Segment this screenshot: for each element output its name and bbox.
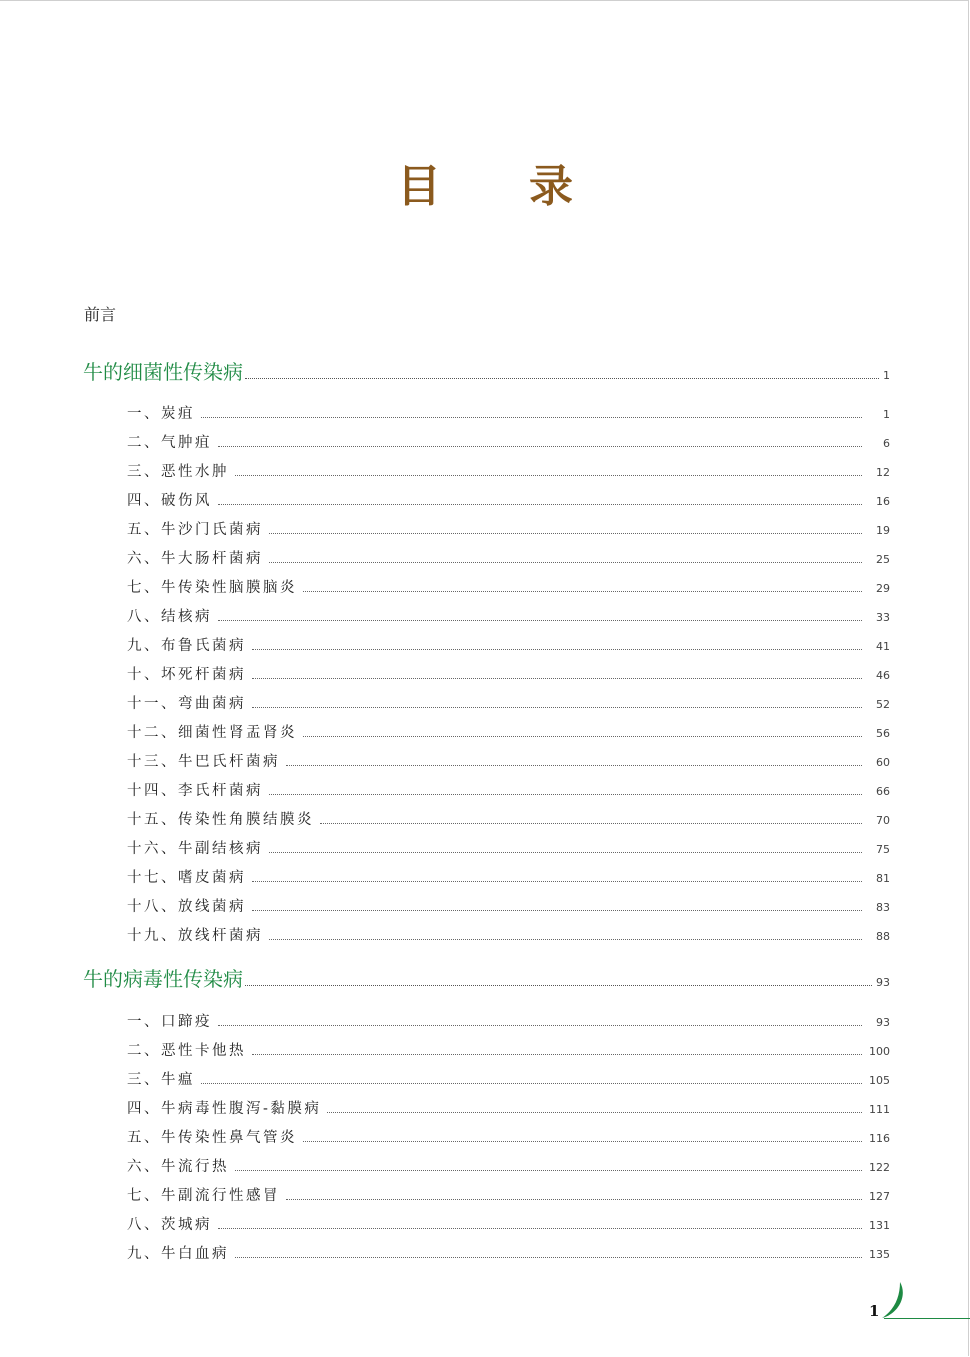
entry-label: 十一、弯曲菌病 <box>127 696 246 712</box>
toc-preface[interactable]: 前言 <box>84 305 117 324</box>
title-char-1: 目 <box>397 161 441 212</box>
entry-page: 41 <box>876 640 890 653</box>
toc-entry[interactable] <box>127 866 890 887</box>
leader-dots <box>245 377 879 379</box>
toc-entry[interactable] <box>127 1068 890 1089</box>
section-title: 牛的细菌性传染病 <box>83 360 243 384</box>
entry-page: 56 <box>876 727 890 740</box>
entry-page: 105 <box>869 1074 890 1087</box>
title-char-2: 录 <box>529 161 573 212</box>
entry-page: 131 <box>869 1219 890 1232</box>
entry-label: 五、牛沙门氏菌病 <box>127 522 263 538</box>
entry-page: 122 <box>869 1161 890 1174</box>
leader-dots <box>201 416 862 418</box>
leader-dots <box>286 764 862 766</box>
leader-dots <box>303 1140 862 1142</box>
leaf-swoosh-icon <box>878 1280 908 1320</box>
entry-page: 12 <box>876 466 890 479</box>
toc-entry[interactable] <box>127 1126 890 1147</box>
entry-label: 九、牛白血病 <box>127 1246 229 1262</box>
leader-dots <box>252 648 862 650</box>
toc-entry[interactable] <box>127 489 890 510</box>
entry-label: 二、气肿疽 <box>127 435 212 451</box>
entry-page: 70 <box>876 814 890 827</box>
entry-label: 十四、李氏杆菌病 <box>127 783 263 799</box>
entry-page: 75 <box>876 843 890 856</box>
toc-entry[interactable] <box>127 1097 890 1118</box>
toc-entry[interactable] <box>127 837 890 858</box>
leader-dots <box>252 909 862 911</box>
toc-section-bacterial[interactable] <box>83 356 890 385</box>
leader-dots <box>252 880 862 882</box>
section-title: 牛的病毒性传染病 <box>83 967 243 991</box>
entry-label: 七、牛副流行性感冒 <box>127 1188 280 1204</box>
entry-page: 135 <box>869 1248 890 1261</box>
leader-dots <box>201 1082 862 1084</box>
toc-entry[interactable] <box>127 518 890 539</box>
entry-label: 七、牛传染性脑膜脑炎 <box>127 580 297 596</box>
toc-entry[interactable] <box>127 779 890 800</box>
entry-page: 25 <box>876 553 890 566</box>
section-page: 1 <box>883 369 890 382</box>
entry-label: 十二、细菌性肾盂肾炎 <box>127 725 297 741</box>
entry-label: 三、牛瘟 <box>127 1072 195 1088</box>
leader-dots <box>252 1053 862 1055</box>
leader-dots <box>269 938 862 940</box>
entry-label: 一、炭疽 <box>127 406 195 422</box>
entry-label: 八、结核病 <box>127 609 212 625</box>
toc-entry[interactable] <box>127 1242 890 1263</box>
entry-label: 三、恶性水肿 <box>127 464 229 480</box>
toc-entry[interactable] <box>127 663 890 684</box>
entry-page: 52 <box>876 698 890 711</box>
toc-entry[interactable] <box>127 808 890 829</box>
leader-dots <box>320 822 862 824</box>
leader-dots <box>327 1111 862 1113</box>
entry-label: 四、破伤风 <box>127 493 212 509</box>
entry-page: 116 <box>869 1132 890 1145</box>
leader-dots <box>218 1227 862 1229</box>
leader-dots <box>235 474 862 476</box>
entry-page: 66 <box>876 785 890 798</box>
toc-entry[interactable] <box>127 402 890 423</box>
entry-label: 十五、传染性角膜结膜炎 <box>127 812 314 828</box>
leader-dots <box>252 677 862 679</box>
toc-entry[interactable] <box>127 692 890 713</box>
toc-entry[interactable] <box>127 1184 890 1205</box>
toc-entry[interactable] <box>127 634 890 655</box>
leader-dots <box>303 735 862 737</box>
entry-page: 88 <box>876 930 890 943</box>
entry-page: 83 <box>876 901 890 914</box>
toc-entry[interactable] <box>127 1155 890 1176</box>
footer-rule <box>884 1318 970 1319</box>
entry-label: 十六、牛副结核病 <box>127 841 263 857</box>
entry-label: 十、坏死杆菌病 <box>127 667 246 683</box>
leader-dots <box>235 1169 862 1171</box>
entry-page: 111 <box>869 1103 890 1116</box>
entry-label: 九、布鲁氏菌病 <box>127 638 246 654</box>
leader-dots <box>218 503 862 505</box>
toc-entry[interactable] <box>127 1213 890 1234</box>
toc-section-viral[interactable] <box>83 963 890 992</box>
entry-page: 93 <box>876 1016 890 1029</box>
toc-entry[interactable] <box>127 576 890 597</box>
entry-page: 127 <box>869 1190 890 1203</box>
entry-page: 100 <box>869 1045 890 1058</box>
entry-label: 五、牛传染性鼻气管炎 <box>127 1130 297 1146</box>
toc-entry[interactable] <box>127 1039 890 1060</box>
entry-label: 六、牛大肠杆菌病 <box>127 551 263 567</box>
entry-label: 二、恶性卡他热 <box>127 1043 246 1059</box>
toc-entry[interactable] <box>127 547 890 568</box>
toc-entry[interactable] <box>127 924 890 945</box>
entry-label: 六、牛流行热 <box>127 1159 229 1175</box>
leader-dots <box>303 590 862 592</box>
toc-entry[interactable] <box>127 750 890 771</box>
page-title <box>0 150 970 214</box>
entry-page: 1 <box>883 408 890 421</box>
entry-page: 33 <box>876 611 890 624</box>
toc-entry[interactable] <box>127 895 890 916</box>
entry-page: 16 <box>876 495 890 508</box>
entry-label: 十七、嗜皮菌病 <box>127 870 246 886</box>
leader-dots <box>218 619 862 621</box>
toc-entry[interactable] <box>127 605 890 626</box>
leader-dots <box>235 1256 862 1258</box>
entry-page: 46 <box>876 669 890 682</box>
section-page: 93 <box>876 976 890 989</box>
leader-dots <box>269 793 862 795</box>
entry-page: 19 <box>876 524 890 537</box>
entry-page: 60 <box>876 756 890 769</box>
entry-label: 十八、放线菌病 <box>127 899 246 915</box>
toc-entry[interactable] <box>127 431 890 452</box>
leader-dots <box>269 561 862 563</box>
toc-entry[interactable] <box>127 721 890 742</box>
entry-label: 四、牛病毒性腹泻-黏膜病 <box>127 1101 322 1117</box>
toc-entry[interactable] <box>127 1010 890 1031</box>
leader-dots <box>269 532 862 534</box>
leader-dots <box>269 851 862 853</box>
leader-dots <box>218 1024 862 1026</box>
entry-label: 一、口蹄疫 <box>127 1014 212 1030</box>
entry-page: 29 <box>876 582 890 595</box>
entry-page: 6 <box>883 437 890 450</box>
leader-dots <box>286 1198 862 1200</box>
entry-label: 十九、放线杆菌病 <box>127 928 263 944</box>
entry-label: 八、茨城病 <box>127 1217 212 1233</box>
footer-page-number: 1 <box>869 1302 880 1320</box>
leader-dots <box>218 445 862 447</box>
toc-entry[interactable] <box>127 460 890 481</box>
entry-page: 81 <box>876 872 890 885</box>
leader-dots <box>245 984 872 986</box>
entry-label: 十三、牛巴氏杆菌病 <box>127 754 280 770</box>
leader-dots <box>252 706 862 708</box>
